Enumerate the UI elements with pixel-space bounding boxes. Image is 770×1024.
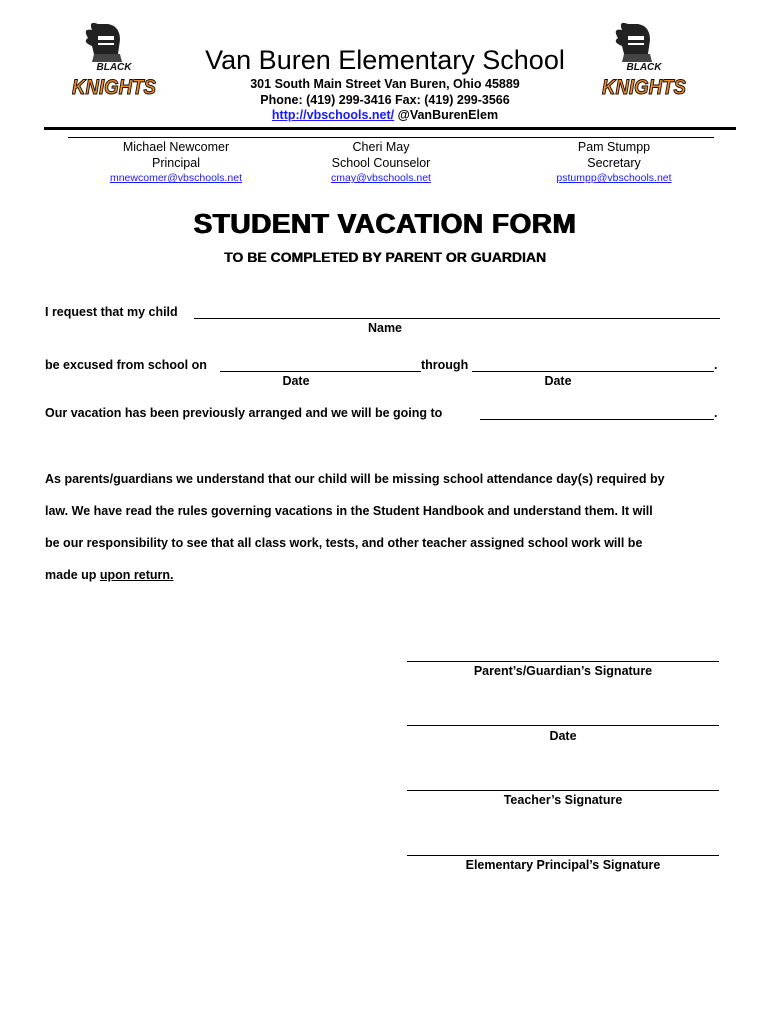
staff-secretary xyxy=(534,139,694,185)
svg-text:KNIGHTS: KNIGHTS xyxy=(602,76,686,99)
date-caption: Date xyxy=(282,374,310,388)
staff-name: Pam Stumpp xyxy=(577,140,651,154)
staff-email-link[interactable]: pstumpp@vbschools.net xyxy=(556,172,672,184)
signature-date-line[interactable] xyxy=(407,725,719,726)
staff-title: Secretary xyxy=(587,156,641,170)
staff-email-link[interactable]: mnewcomer@vbschools.net xyxy=(109,172,243,184)
end-date-field[interactable] xyxy=(472,357,714,372)
upon-return-text: upon return. xyxy=(99,568,174,582)
staff-email-link[interactable]: cmay@vbschools.net xyxy=(331,172,431,184)
policy-paragraph xyxy=(45,471,735,599)
name-caption: Name xyxy=(367,321,403,335)
staff-title: School Counselor xyxy=(331,156,431,170)
header-divider-thin xyxy=(68,137,714,138)
svg-text:BLACK: BLACK xyxy=(626,62,662,73)
header-divider xyxy=(44,127,736,130)
school-web-line xyxy=(0,107,770,123)
teacher-signature-line[interactable] xyxy=(407,790,719,791)
paragraph-line xyxy=(45,567,735,599)
staff-name: Michael Newcomer xyxy=(122,140,230,154)
form-subtitle: TO BE COMPLETED BY PARENT OR GUARDIAN xyxy=(223,249,547,265)
staff-name: Cheri May xyxy=(352,140,410,154)
paragraph-line: law. We have read the rules governing vacations in the Student Handbook and understand them. It will xyxy=(45,504,653,518)
destination-field[interactable] xyxy=(480,405,714,420)
staff-counselor xyxy=(301,139,461,185)
school-name: Van Buren Elementary School xyxy=(205,45,565,75)
request-label: I request that my child xyxy=(45,305,178,319)
parent-signature-label: Parent’s/Guardian’s Signature xyxy=(473,664,653,678)
svg-text:KNIGHTS: KNIGHTS xyxy=(72,76,156,99)
school-website-link[interactable]: http://vbschools.net/ xyxy=(271,108,395,122)
teacher-signature-label: Teacher’s Signature xyxy=(503,793,623,807)
signature-date-label: Date xyxy=(549,729,577,743)
paragraph-line-start: made up xyxy=(45,568,100,582)
excused-label: be excused from school on xyxy=(45,358,207,372)
paragraph-line: As parents/guardians we understand that our child will be missing school attendance day(s) required by xyxy=(45,472,665,486)
period-mark: . xyxy=(714,358,718,372)
school-phone-fax: Phone: (419) 299-3416 Fax: (419) 299-3566 xyxy=(260,93,510,107)
principal-signature-line[interactable] xyxy=(407,855,719,856)
date-caption: Date xyxy=(544,374,572,388)
form-title: STUDENT VACATION FORM xyxy=(193,208,577,239)
staff-title: Principal xyxy=(152,156,200,170)
child-name-field[interactable] xyxy=(194,304,720,319)
period-mark: . xyxy=(714,406,718,420)
principal-signature-label: Elementary Principal’s Signature xyxy=(465,858,661,872)
vacation-label: Our vacation has been previously arranged and we will be going to xyxy=(45,406,443,420)
paragraph-line: be our responsibility to see that all class work, tests, and other teacher assigned school work will be xyxy=(45,536,643,550)
school-twitter-handle: @VanBurenElem xyxy=(397,108,499,122)
staff-principal xyxy=(96,139,256,185)
start-date-field[interactable] xyxy=(220,357,421,372)
svg-text:BLACK: BLACK xyxy=(96,62,132,73)
parent-signature-line[interactable] xyxy=(407,661,719,662)
through-label: through xyxy=(421,358,469,372)
school-address: 301 South Main Street Van Buren, Ohio 45889 xyxy=(250,77,520,91)
